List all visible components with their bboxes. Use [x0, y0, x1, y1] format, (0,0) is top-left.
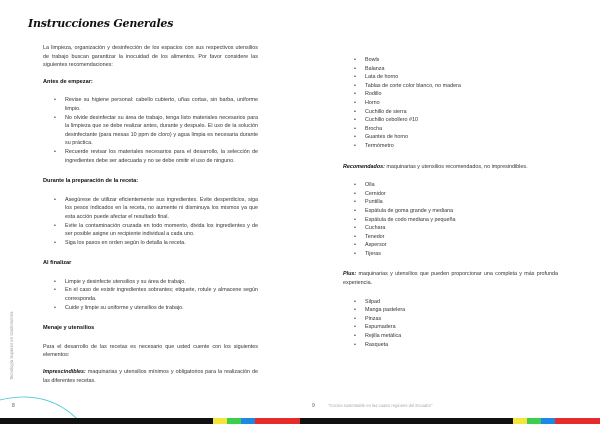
list-item: • Termómetro: [365, 142, 558, 151]
section-heading: Al finalizar: [43, 260, 72, 267]
menaje-heading: Menaje y utensilios: [43, 325, 95, 332]
section-list: [43, 278, 258, 312]
list-item: • Aspersor: [365, 241, 558, 250]
imprescindibles-paragraph: [43, 368, 258, 385]
list-item: • Asegúrese de utilizar eficientemente sus ingredientes. Evite desperdicios, siga los pesos indicados en la receta, no aumente ni disminuya los mismos ya que esta acción puede afectar el resultado final.: [65, 196, 258, 222]
recomendados-list: [343, 181, 558, 258]
menaje-paragraph: Para el desarrollo de las recetas es necesario que usted cuente con los siguientes elementos:: [43, 343, 258, 359]
page-number: 9: [312, 403, 315, 409]
right-page: [300, 0, 600, 424]
list-item: • Tenedor: [365, 233, 558, 242]
list-item: • Silpad: [365, 298, 558, 307]
list-item: • Siga los pasos en orden según lo detalla la receta.: [65, 239, 258, 248]
list-item: • Guantes de horno: [365, 133, 558, 142]
imprescindibles-list: [343, 56, 558, 151]
list-item: • Tijeras: [365, 250, 558, 259]
list-item: • Cernidor: [365, 190, 558, 199]
list-item: • Espumadera: [365, 323, 558, 332]
list-item: • Recuerde revisar los materiales necesarios para el desarrollo, la selección de ingredientes debe ser adecuada y no se debe omitir el uso de ninguno.: [65, 148, 258, 165]
list-item: • Cuchillo cebollero #10: [365, 116, 558, 125]
list-item: • Lata de horno: [365, 73, 558, 82]
recomendados-label: Recomendados:: [343, 163, 385, 170]
plus-list: [343, 298, 558, 350]
recomendados-text: maquinarias y utensilios recomendados, no impresindibles.: [384, 163, 528, 170]
intro-paragraph: La limpieza, organización y desinfección de los espacios con sus respectivos utensilios de trabajo buscan garantizar la inocuidad de los alimentos. Por favor considere las siguientes recomendaciones:: [43, 45, 258, 69]
list-item: • Cuchillo de sierra: [365, 108, 558, 117]
list-item: • Bowls: [365, 56, 558, 65]
list-item: • Pinzas: [365, 315, 558, 324]
list-item: • Balanza: [365, 65, 558, 74]
list-item: • Rodillo: [365, 90, 558, 99]
page-title: Instrucciones Generales: [28, 17, 174, 30]
list-item: • Revise su higiene personal: cabello cubierto, uñas cortas, sin barba, uniforme limpio.: [65, 96, 258, 113]
list-item: • Olla: [365, 181, 558, 190]
plus-text: maquinarias y utensilios que pueden proporcionar una completa y más profunda experiencia.: [343, 271, 558, 287]
section-heading: Antes de empezar:: [43, 78, 93, 85]
left-content: [43, 44, 258, 393]
imprescindibles-text: maquinarias y utensilios mínimos y obligatorios para la realización de las diferentes recetas.: [43, 369, 258, 384]
recomendados-paragraph: [343, 163, 558, 172]
imprescindibles-label: Imprescindibles:: [43, 369, 86, 376]
list-item: • En el caso de existir ingredientes sobrantes; etiquete, rotule y almacene según corresponda.: [65, 286, 258, 303]
list-item: • Rejilla metálica: [365, 332, 558, 341]
section-list: [43, 96, 258, 165]
list-item: • Brocha: [365, 125, 558, 134]
right-content: [343, 56, 558, 361]
list-item: • Puntilla: [365, 198, 558, 207]
list-item: • Manga pastelera: [365, 306, 558, 315]
list-item: • Cuchara: [365, 224, 558, 233]
plus-paragraph: [343, 270, 558, 287]
list-item: • Espátula de codo mediana y pequeña: [365, 216, 558, 225]
list-item: • Tablas de corte color blanco, no madera: [365, 82, 558, 91]
list-item: • Cuide y limpie su uniforme y utensilios de trabajo.: [65, 304, 258, 313]
sections: [43, 78, 258, 312]
color-bar: [0, 418, 300, 424]
page-number: 8: [12, 403, 15, 409]
footer-text: "Cocina sustentable en las cuatro regiones del Ecuador": [328, 403, 433, 408]
color-bar: [300, 418, 600, 424]
list-item: • Limpie y desinfecte utensilios y su área de trabajo.: [65, 278, 258, 287]
section-heading: Durante la preparación de la receta:: [43, 178, 139, 185]
section-list: [43, 196, 258, 248]
list-item: • Espátula de goma grande y mediana: [365, 207, 558, 216]
list-item: • No olvide desinfectar su área de trabajo, tenga listo materiales necesarios para la limpieza que se debe realizar antes, durante y después. El uso de la solución desinfectante (para mesas 10 ppm de cloro) y agua limpia es necesaria durante su práctica.: [65, 114, 258, 148]
list-item: • Evite la contaminación cruzada en todo momento, divida los ingredientes y de ser posible asigne un recipiente individual a cada uno.: [65, 222, 258, 239]
vertical-side-text: Tecnología Superior en Gastronomía: [9, 311, 14, 380]
list-item: • Horno: [365, 99, 558, 108]
list-item: • Rasqueta: [365, 341, 558, 350]
plus-label: Plus:: [343, 271, 357, 278]
